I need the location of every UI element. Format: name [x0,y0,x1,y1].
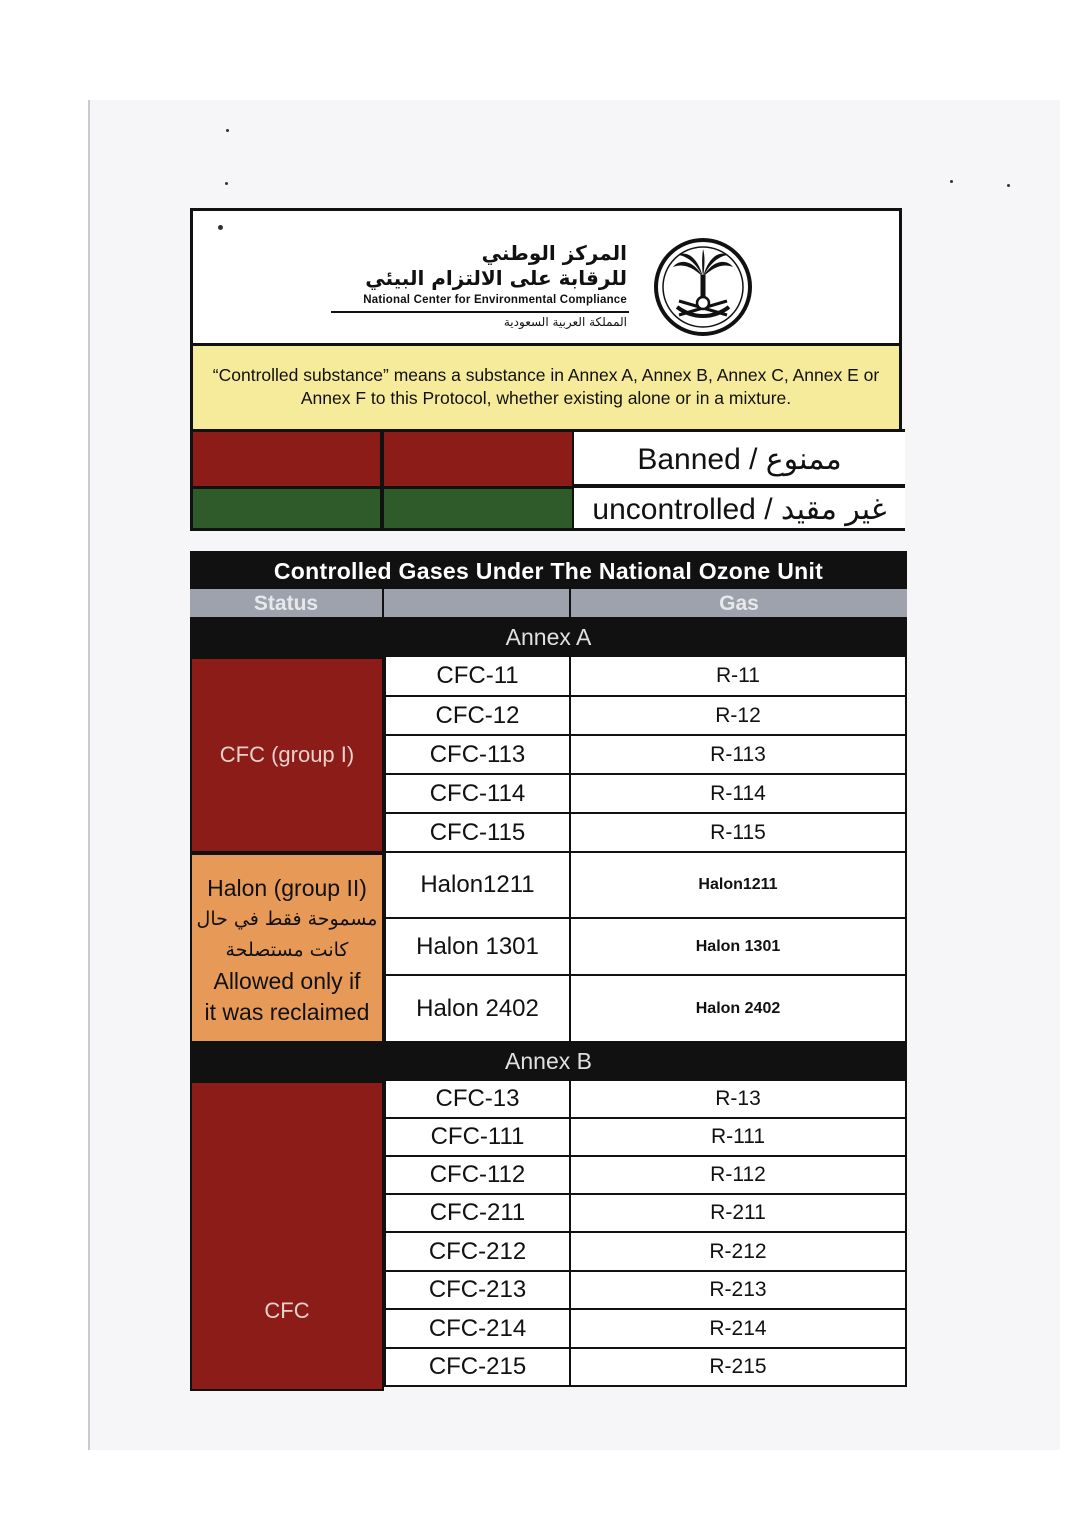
gas-name: R-215 [709,1355,767,1378]
org-name-arabic-line2: للرقابة على الالتزام البيئي [365,266,627,290]
definition-note: “Controlled substance” means a substance in Annex A, Annex B, Annex C, Annex E or Annex F to this Protocol, whether existing alone or in a mixture. [190,346,902,432]
divider [331,311,629,313]
page-edge [88,100,90,1450]
table-row [384,1119,907,1157]
status-line: it was reclaimed [204,998,370,1025]
gas-code: CFC-212 [384,1233,571,1270]
gas-code: CFC-114 [384,775,571,812]
legend-label-banned: Banned / ممنوع [574,432,905,484]
letterhead [190,208,902,346]
status-line: Halon (group II) [207,874,367,901]
status-cfc-group-1: CFC (group I) [190,657,384,853]
table-row [384,1233,907,1272]
gas-code: CFC-12 [384,697,571,734]
table-row [384,1272,907,1310]
gas-code: Halon1211 [384,853,571,917]
speck [950,180,953,183]
legend-label-uncontrolled: uncontrolled / غير مقيد [574,488,905,528]
org-name-english: National Center for Environmental Compliance [363,294,627,306]
gas-name: R-112 [710,1163,766,1186]
column-header-code [384,589,571,617]
table-row [384,657,907,697]
gas-name: R-114 [710,781,766,805]
speck [225,182,228,185]
legend-swatch-uncontrolled [193,489,382,528]
gas-code: CFC-214 [384,1310,571,1347]
status-line-arabic: مسموحة فقط في حال [196,907,378,930]
legend-swatch-uncontrolled [384,489,572,528]
gas-name: R-13 [715,1087,761,1110]
table-row [384,1081,907,1119]
table-row [384,853,907,919]
gas-name: R-12 [715,703,761,727]
gas-name: R-115 [710,820,766,844]
speck [1007,184,1010,187]
gas-name: R-212 [709,1239,767,1263]
gas-name: R-11 [716,664,760,687]
legend-swatch-banned [384,432,572,486]
table-row [384,1349,907,1387]
table-row [384,919,907,976]
column-header-gas: Gas [571,589,907,617]
gas-code: CFC-213 [384,1272,571,1308]
status-halon-group-2 [190,853,384,1043]
table-row [384,814,907,853]
speck [226,129,229,132]
table-row [384,1310,907,1349]
legend-swatch-banned [193,432,382,486]
table-row [384,1157,907,1195]
table-row [384,775,907,814]
gas-name: R-214 [709,1316,767,1340]
gas-name: Halon 2402 [695,999,781,1017]
gas-code: CFC-113 [384,736,571,773]
table-row [384,1195,907,1233]
gas-name: Halon1211 [698,876,778,893]
gas-code: CFC-215 [384,1349,571,1385]
country-name-arabic: المملكة العربية السعودية [503,315,627,329]
gas-code: CFC-115 [384,814,571,851]
gas-code: CFC-211 [384,1195,571,1231]
gas-code: CFC-112 [384,1157,571,1193]
gas-code: CFC-111 [384,1119,571,1155]
org-name-arabic-line1: المركز الوطني [481,241,627,265]
gas-name: R-111 [710,1125,766,1148]
gas-name: Halon 1301 [695,937,781,955]
gas-name: R-213 [709,1278,767,1301]
table-row [384,697,907,736]
status-cfc: CFC [190,1081,384,1391]
annex-b-header: Annex B [190,1041,907,1081]
table-title: Controlled Gases Under The National Ozone Unit [190,551,907,589]
table-row [384,976,907,1043]
gas-code: CFC-13 [384,1081,571,1117]
status-line: Allowed only if [213,967,361,994]
speck [218,225,223,230]
table-row [384,736,907,775]
gas-code: CFC-11 [384,657,571,695]
legend [190,429,905,531]
gas-name: R-211 [710,1201,766,1224]
gas-code: Halon 2402 [384,976,571,1041]
saudi-palm-swords-emblem-icon [653,237,753,337]
status-line-arabic: كانت مستصلحة [225,938,349,961]
column-header-status: Status [190,589,384,617]
gas-name: R-113 [710,742,766,766]
gas-code: Halon 1301 [384,919,571,974]
annex-a-header: Annex A [190,617,907,657]
